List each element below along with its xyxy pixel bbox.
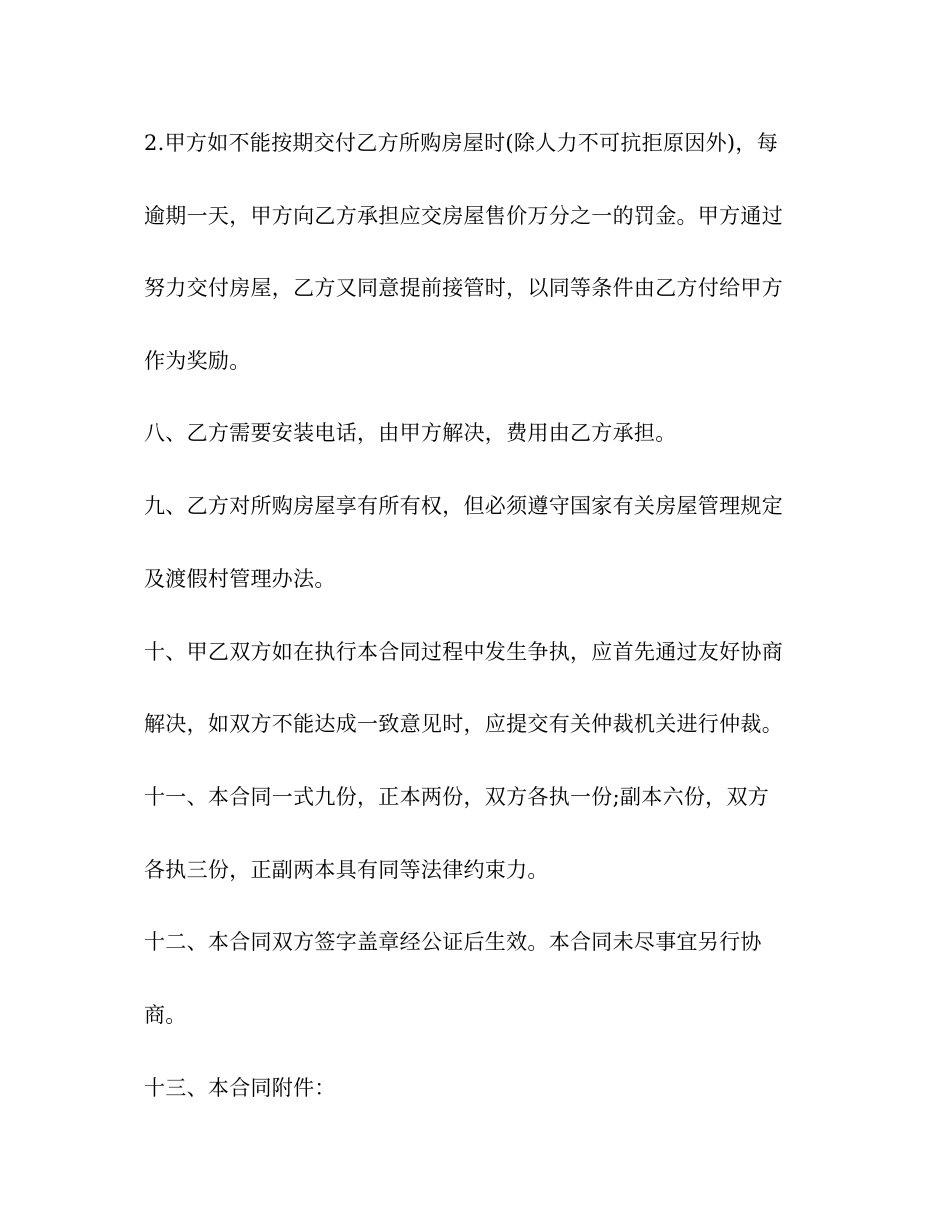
clause-13-line-1: 十三、本合同附件： [144, 1076, 336, 1100]
clause-9-line-2: 及渡假村管理办法。 [144, 567, 336, 591]
clause-11-line-1: 十一、本合同一式九份，正本两份，双方各执一份;副本六份，双方 [144, 785, 770, 809]
clause-12-line-2: 商。 [144, 1003, 187, 1027]
clause-9-line-1: 九、乙方对所购房屋享有所有权，但必须遵守国家有关房屋管理规定 [144, 494, 783, 518]
clause-10-line-1: 十、甲乙双方如在执行本合同过程中发生争执，应首先通过友好协商 [144, 640, 783, 664]
clause-7-2-line-4: 作为奖励。 [144, 349, 251, 373]
clause-10-line-2: 解决，如双方不能达成一致意见时，应提交有关仲裁机关进行仲裁。 [144, 712, 783, 736]
clause-7-2-line-1: 2.甲方如不能按期交付乙方所购房屋时(除人力不可抗拒原因外)，每 [144, 131, 779, 155]
clause-7-2-line-2: 逾期一天，甲方向乙方承担应交房屋售价万分之一的罚金。甲方通过 [144, 204, 783, 228]
clause-11-line-2: 各执三份，正副两本具有同等法律约束力。 [144, 858, 549, 882]
clause-12-line-1: 十二、本合同双方签字盖章经公证后生效。本合同未尽事宜另行协 [144, 930, 762, 954]
clause-7-2-line-3: 努力交付房屋，乙方又同意提前接管时，以同等条件由乙方付给甲方 [144, 276, 783, 300]
clause-8-line-1: 八、乙方需要安装电话，由甲方解决，费用由乙方承担。 [144, 421, 677, 445]
